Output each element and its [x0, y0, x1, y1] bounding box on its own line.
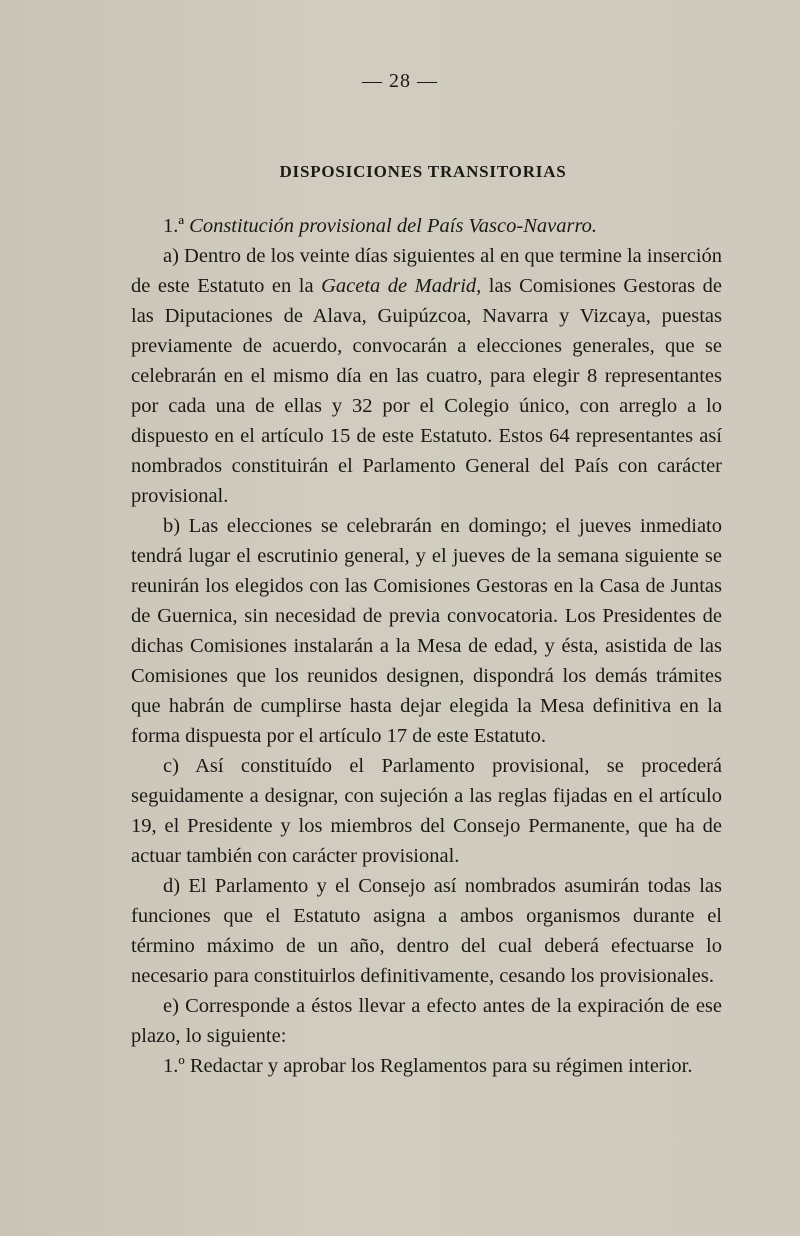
paragraph-e: e) Corresponde a éstos llevar a efecto antes de la expiración de ese plazo, lo siguiente: [131, 995, 722, 1047]
paragraph-d: d) El Parlamento y el Consejo así nombrados asumirán todas las funciones que el Estatuto asigna a ambos organismos durante el término máximo de un año, dentro del cual deberá efectuarse lo necesario para constituirlos definitivamente, cesando los provisionales. [131, 875, 722, 987]
paragraph-c: c) Así constituído el Parlamento provisional, se procederá seguidamente a designar, con sujeción a las reglas fijadas en el artículo 19, el Presidente y los miembros del Consejo Permanente, que ha de actuar también con carácter provisional. [131, 755, 722, 867]
provision-title: Constitución provisional del País Vasco-Navarro. [189, 215, 598, 237]
paragraph-a-end: las Comisiones Gestoras de las Diputaciones de Alava, Guipúzcoa, Navarra y Vizcaya, puestas previamente de acuerdo, convocarán a elecciones generales, que se celebrarán en el mismo día en las cuatro, para elegir 8 representantes por cada una de ellas y 32 por el Colegio único, con arreglo a lo dispuesto en el artículo 15 de este Estatuto. Estos 64 representantes así nombrados constituirán el Parlamento General del País con carácter provisional. [131, 275, 722, 507]
body-text [131, 211, 722, 1081]
paragraph-a [131, 241, 722, 511]
section-title: DISPOSICIONES TRANSITORIAS [279, 162, 567, 181]
paragraph-b: b) Las elecciones se celebrarán en domingo; el jueves inmediato tendrá lugar el escrutinio general, y el jueves de la semana siguiente se reunirán los elegidos con las Comisiones Gestoras en la Casa de Juntas de Guernica, sin necesidad de previa convocatoria. Los Presidentes de dichas Comisiones instalarán a la Mesa de edad, y ésta, asistida de las Comisiones que los reunidos designen, dispondrá los demás trámites que habrán de cumplirse hasta dejar elegida la Mesa definitiva en la forma dispuesta por el artículo 17 de este Estatuto. [131, 515, 722, 747]
provision-number: 1.ª [163, 215, 185, 237]
provision-heading [131, 211, 722, 241]
page-number: — 28 — [362, 70, 438, 92]
paragraph-a-start: a) Dentro de los veinte días siguientes al en que termine la inserción de este Estatuto en la [131, 245, 723, 297]
list-item-1: 1.º Redactar y aprobar los Reglamentos para su régimen interior. [163, 1055, 693, 1077]
gaceta-title: Gaceta de Madrid, [321, 275, 482, 297]
